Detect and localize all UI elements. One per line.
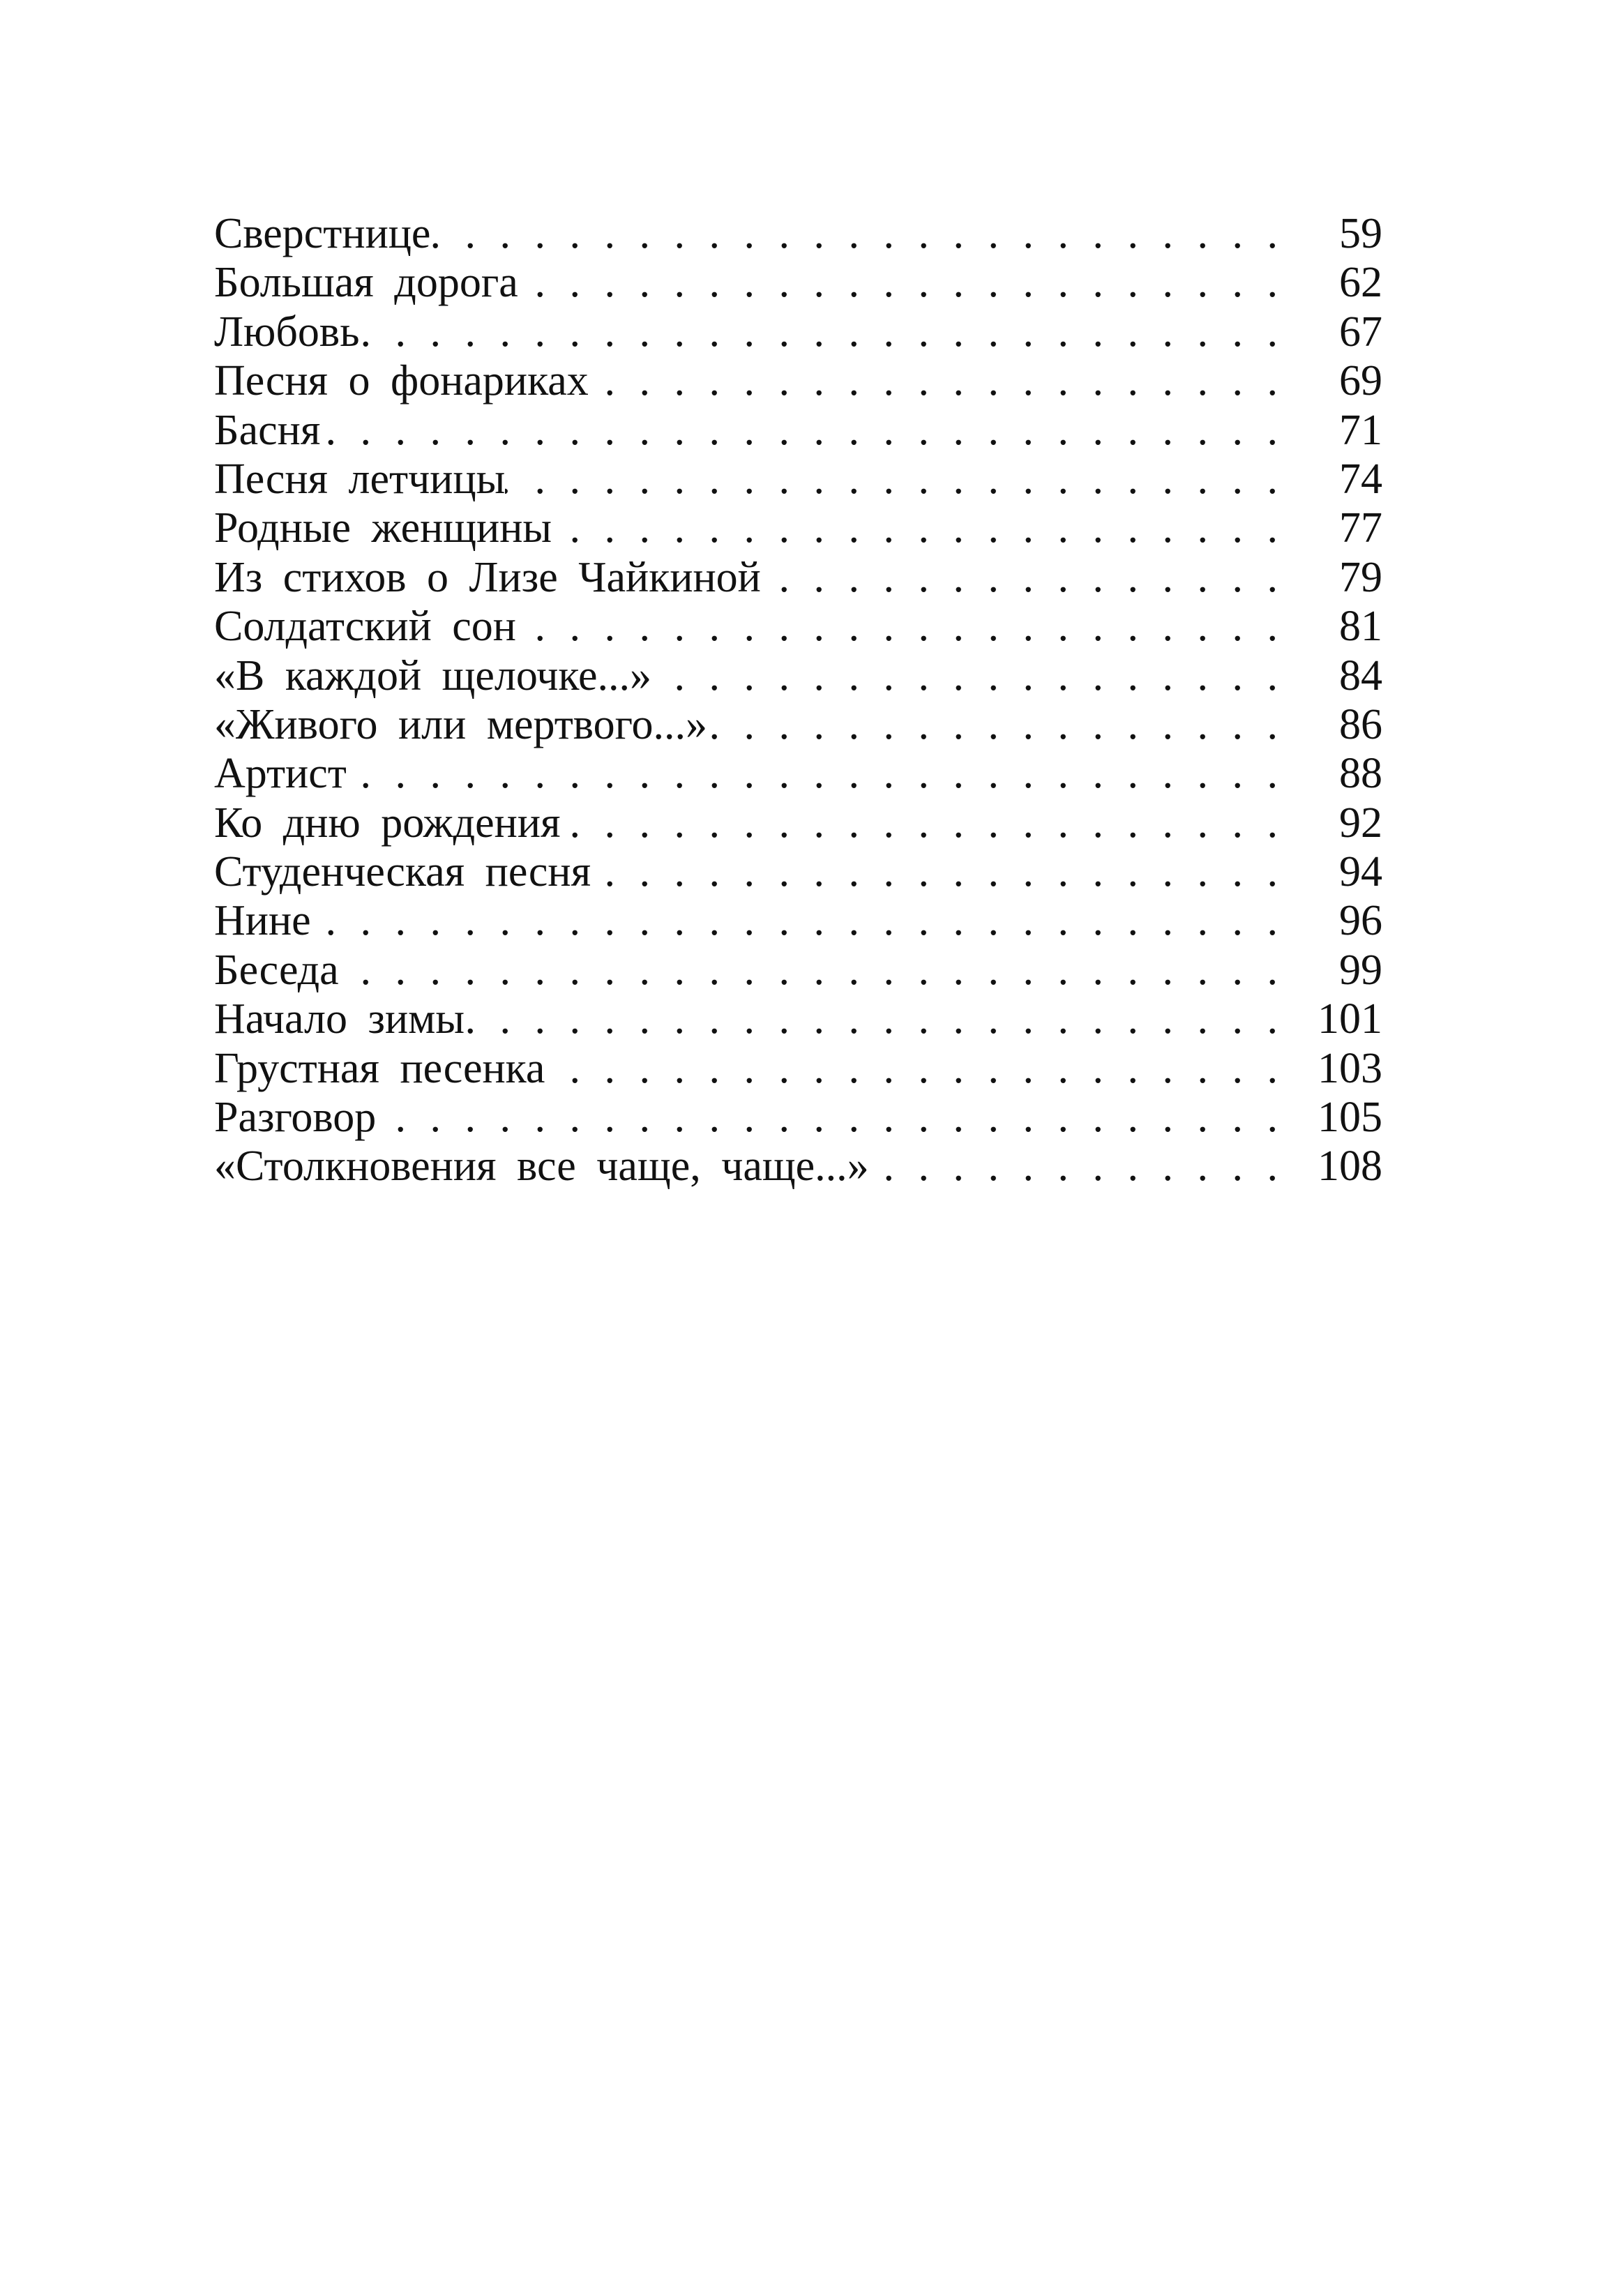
toc-entry [214, 406, 1382, 455]
toc-entry-title: Нине [214, 897, 311, 945]
toc-entry [214, 356, 1382, 405]
toc-dot-leader [545, 1044, 1299, 1093]
toc-dot-leader [359, 308, 1299, 356]
toc-entry-page: 96 [1339, 897, 1382, 945]
toc-entry-title: Начало зимы [214, 995, 465, 1043]
toc-entry-page: 84 [1339, 651, 1382, 700]
toc-entry [214, 455, 1382, 504]
toc-entry [214, 308, 1382, 356]
toc-entry [214, 946, 1382, 995]
toc-entry-title: Артист [214, 750, 347, 798]
toc-dot-leader [552, 504, 1299, 552]
toc-dot-leader [516, 602, 1299, 651]
toc-entry [214, 799, 1382, 847]
toc-dot-leader [311, 896, 1299, 945]
toc-entry-page: 92 [1339, 799, 1382, 847]
toc-entry-title: Беседа [214, 946, 339, 994]
toc-entry-title: Любовь [214, 308, 360, 356]
toc-dot-leader [707, 700, 1299, 749]
toc-entry [214, 700, 1382, 749]
toc-dot-leader [505, 455, 1299, 504]
toc-entry-page: 77 [1339, 504, 1382, 552]
toc-entry-page: 88 [1339, 750, 1382, 798]
toc-entry-page: 86 [1339, 700, 1382, 748]
toc-entry-page: 99 [1339, 946, 1382, 994]
toc-entry-title: Из стихов о Лизе Чайкиной [214, 553, 761, 601]
toc-entry [214, 896, 1382, 945]
toc-dot-leader [589, 356, 1299, 405]
toc-entry [214, 1093, 1382, 1142]
toc-entry-title: Большая дорога [214, 259, 518, 307]
toc-entry-title: Родные женщины [214, 504, 552, 552]
toc-entry-page: 62 [1339, 259, 1382, 307]
toc-dot-leader [320, 406, 1299, 455]
toc-entry [214, 553, 1382, 602]
toc-entry [214, 749, 1382, 798]
toc-dot-leader [869, 1142, 1299, 1191]
toc-dot-leader [430, 209, 1299, 258]
toc-entry-page: 69 [1339, 357, 1382, 405]
toc-entry-title: Ко дню рождения [214, 799, 561, 847]
toc-entry [214, 258, 1382, 307]
toc-dot-leader [465, 995, 1299, 1043]
toc-entry-page: 101 [1318, 995, 1382, 1043]
toc-entry [214, 1142, 1382, 1191]
toc-dot-leader [561, 799, 1299, 847]
toc-entry-title: Песня о фонариках [214, 357, 589, 405]
toc-entry [214, 847, 1382, 896]
toc-entry [214, 995, 1382, 1043]
toc-entry-page: 103 [1318, 1044, 1382, 1092]
toc-entry-title: «Живого или мертвого...» [214, 700, 708, 748]
toc-entry-page: 105 [1318, 1094, 1382, 1142]
toc-entry-page: 79 [1339, 553, 1382, 601]
toc-dot-leader [651, 651, 1299, 700]
toc-dot-leader [347, 749, 1299, 798]
toc-entry-page: 74 [1339, 455, 1382, 503]
toc-entry-page: 108 [1318, 1142, 1382, 1191]
toc-entry-title: Песня летчицы [214, 455, 506, 503]
toc-dot-leader [591, 847, 1299, 896]
table-of-contents [214, 209, 1382, 1191]
toc-entry-title: «В каждой щелочке...» [214, 651, 651, 700]
toc-entry-title: Сверстнице [214, 210, 431, 257]
toc-entry-page: 71 [1339, 406, 1382, 454]
toc-entry-page: 67 [1339, 308, 1382, 356]
toc-entry [214, 209, 1382, 258]
toc-entry-title: Басня [214, 406, 321, 454]
toc-dot-leader [518, 258, 1299, 307]
toc-entry-title: Разговор [214, 1094, 377, 1142]
toc-dot-leader [376, 1093, 1299, 1142]
toc-entry-title: Студенческая песня [214, 848, 591, 896]
toc-entry-page: 94 [1339, 848, 1382, 896]
toc-entry [214, 504, 1382, 552]
toc-entry [214, 1044, 1382, 1093]
toc-entry-title: Грустная песенка [214, 1044, 545, 1092]
toc-entry-title: Солдатский сон [214, 603, 516, 651]
toc-entry-page: 59 [1339, 210, 1382, 257]
toc-entry [214, 602, 1382, 651]
toc-dot-leader [761, 553, 1299, 602]
toc-entry-page: 81 [1339, 603, 1382, 651]
toc-dot-leader [339, 946, 1299, 995]
toc-entry [214, 651, 1382, 700]
toc-entry-title: «Столкновения все чаще, чаще...» [214, 1142, 869, 1191]
